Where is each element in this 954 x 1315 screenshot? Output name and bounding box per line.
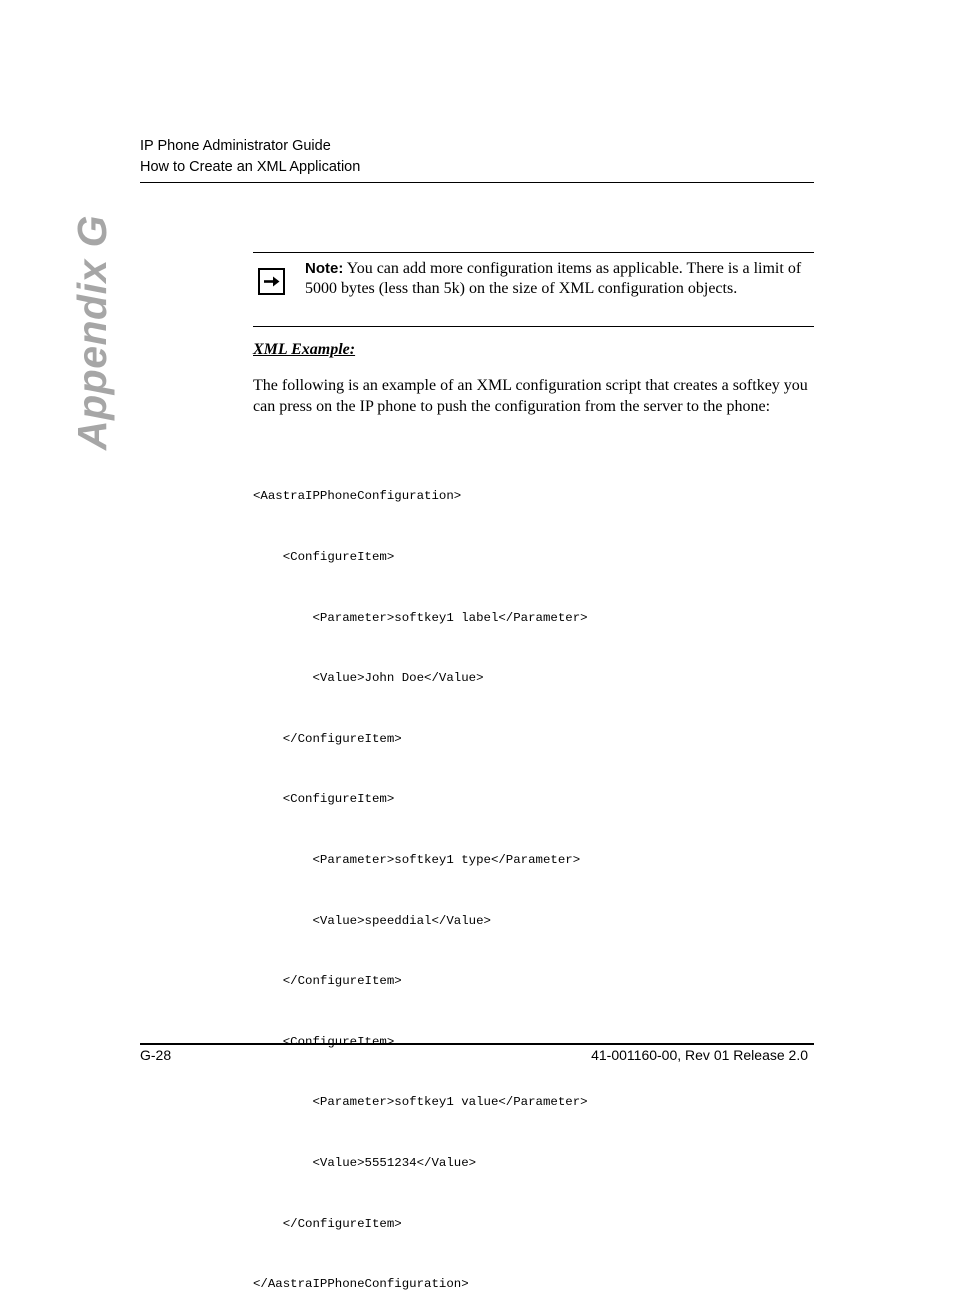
- code-line: </AastraIPPhoneConfiguration>: [253, 1277, 469, 1292]
- code-line: <ConfigureItem>: [253, 792, 395, 807]
- code-line: <Value>speeddial</Value>: [253, 913, 491, 928]
- appendix-side-tab: Appendix G: [69, 214, 115, 450]
- code-line: <AastraIPPhoneConfiguration>: [253, 489, 462, 504]
- xml-code-block: [253, 446, 813, 1315]
- header-divider: [140, 182, 814, 183]
- code-line: <Parameter>softkey1 label</Parameter>: [253, 610, 588, 625]
- note-text: [305, 259, 805, 299]
- code-line: <Parameter>softkey1 type</Parameter>: [253, 852, 581, 867]
- code-line: </ConfigureItem>: [253, 1216, 402, 1231]
- code-line: </ConfigureItem>: [253, 731, 402, 746]
- body-paragraph: The following is an example of an XML configuration script that creates a softkey you can press on the IP phone to push the configuration from the server to the phone:: [253, 377, 808, 415]
- header-guide-title: IP Phone Administrator Guide: [140, 138, 331, 154]
- section-heading: XML Example:: [253, 341, 356, 358]
- note-body: You can add more configuration items as applicable. There is a limit of 5000 bytes (less than 5k) on the size of XML configuration objects.: [305, 260, 802, 297]
- header-section-title: How to Create an XML Application: [140, 159, 361, 175]
- footer-divider: [140, 1043, 814, 1045]
- document-id: 41-001160-00, Rev 01 Release 2.0: [591, 1047, 808, 1063]
- running-header: [140, 136, 814, 178]
- code-line: <Value>John Doe</Value>: [253, 671, 484, 686]
- code-line: <ConfigureItem>: [253, 1034, 395, 1049]
- code-line: <Value>5551234</Value>: [253, 1155, 477, 1170]
- code-line: </ConfigureItem>: [253, 974, 402, 989]
- code-line: <ConfigureItem>: [253, 550, 395, 564]
- page-number: G-28: [140, 1047, 172, 1063]
- arrow-right-icon: [258, 268, 285, 295]
- note-callout: [253, 252, 814, 327]
- note-label: Note:: [305, 260, 344, 277]
- code-line: <Parameter>softkey1 value</Parameter>: [253, 1095, 588, 1110]
